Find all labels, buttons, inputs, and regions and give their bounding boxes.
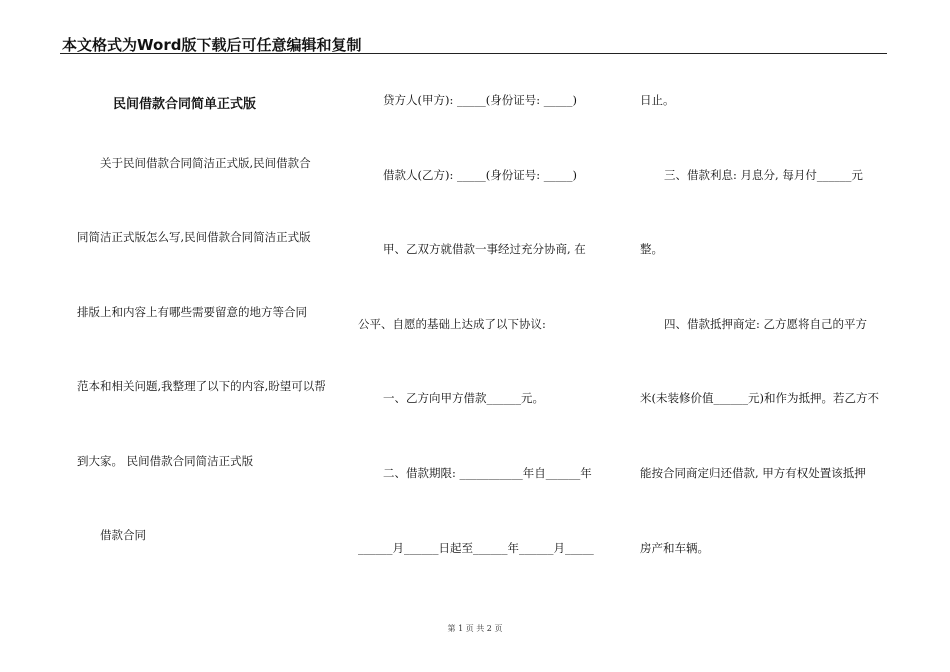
col1-line-3: 排版上和内容上有哪些需要留意的地方等合同: [77, 305, 307, 319]
col3-line-7: 房产和车辆。: [640, 541, 709, 555]
col2-line-1: 贷方人(甲方): _____(身份证号: _____): [383, 93, 578, 107]
col1-line-6: 借款合同: [100, 528, 146, 542]
col2-line-4: 公平、自愿的基础上达成了以下协议:: [358, 317, 546, 331]
col3-line-5: 米(未装修价值______元)和作为抵押。若乙方不: [640, 391, 879, 405]
col3-line-4: 四、借款抵押商定: 乙方愿将自己的平方: [664, 317, 868, 331]
col1-line-1: 关于民间借款合同简洁正式版,民间借款合: [100, 156, 311, 170]
col3-line-2: 三、借款利息: 月息分, 每月付______元: [664, 168, 863, 182]
col1-line-5: 到大家。 民间借款合同简洁正式版: [77, 454, 254, 468]
col1-line-4: 范本和相关问题,我整理了以下的内容,盼望可以帮: [77, 379, 326, 393]
col2-line-5: 一、乙方向甲方借款______元。: [383, 391, 544, 405]
col2-line-3: 甲、乙双方就借款一事经过充分协商, 在: [383, 242, 586, 256]
page-number: 第 1 页 共 2 页: [447, 624, 503, 633]
col2-line-6: 二、借款期限: ___________年自______年: [383, 466, 592, 480]
col1-line-2: 同简洁正式版怎么写,民间借款合同简洁正式版: [77, 230, 311, 244]
col2-line-7: ______月______日起至______年______月_____: [358, 541, 594, 555]
document-header-title: 本文格式为Word版下载后可任意编辑和复制: [62, 36, 362, 54]
col2-line-2: 借款人(乙方): _____(身份证号: _____): [383, 168, 578, 182]
header-divider: [60, 53, 887, 54]
col3-line-6: 能按合同商定归还借款, 甲方有权处置该抵押: [640, 466, 866, 480]
col3-line-1: 日止。: [640, 93, 675, 107]
col3-line-3: 整。: [640, 242, 663, 256]
contract-title: 民间借款合同简单正式版: [113, 97, 257, 112]
